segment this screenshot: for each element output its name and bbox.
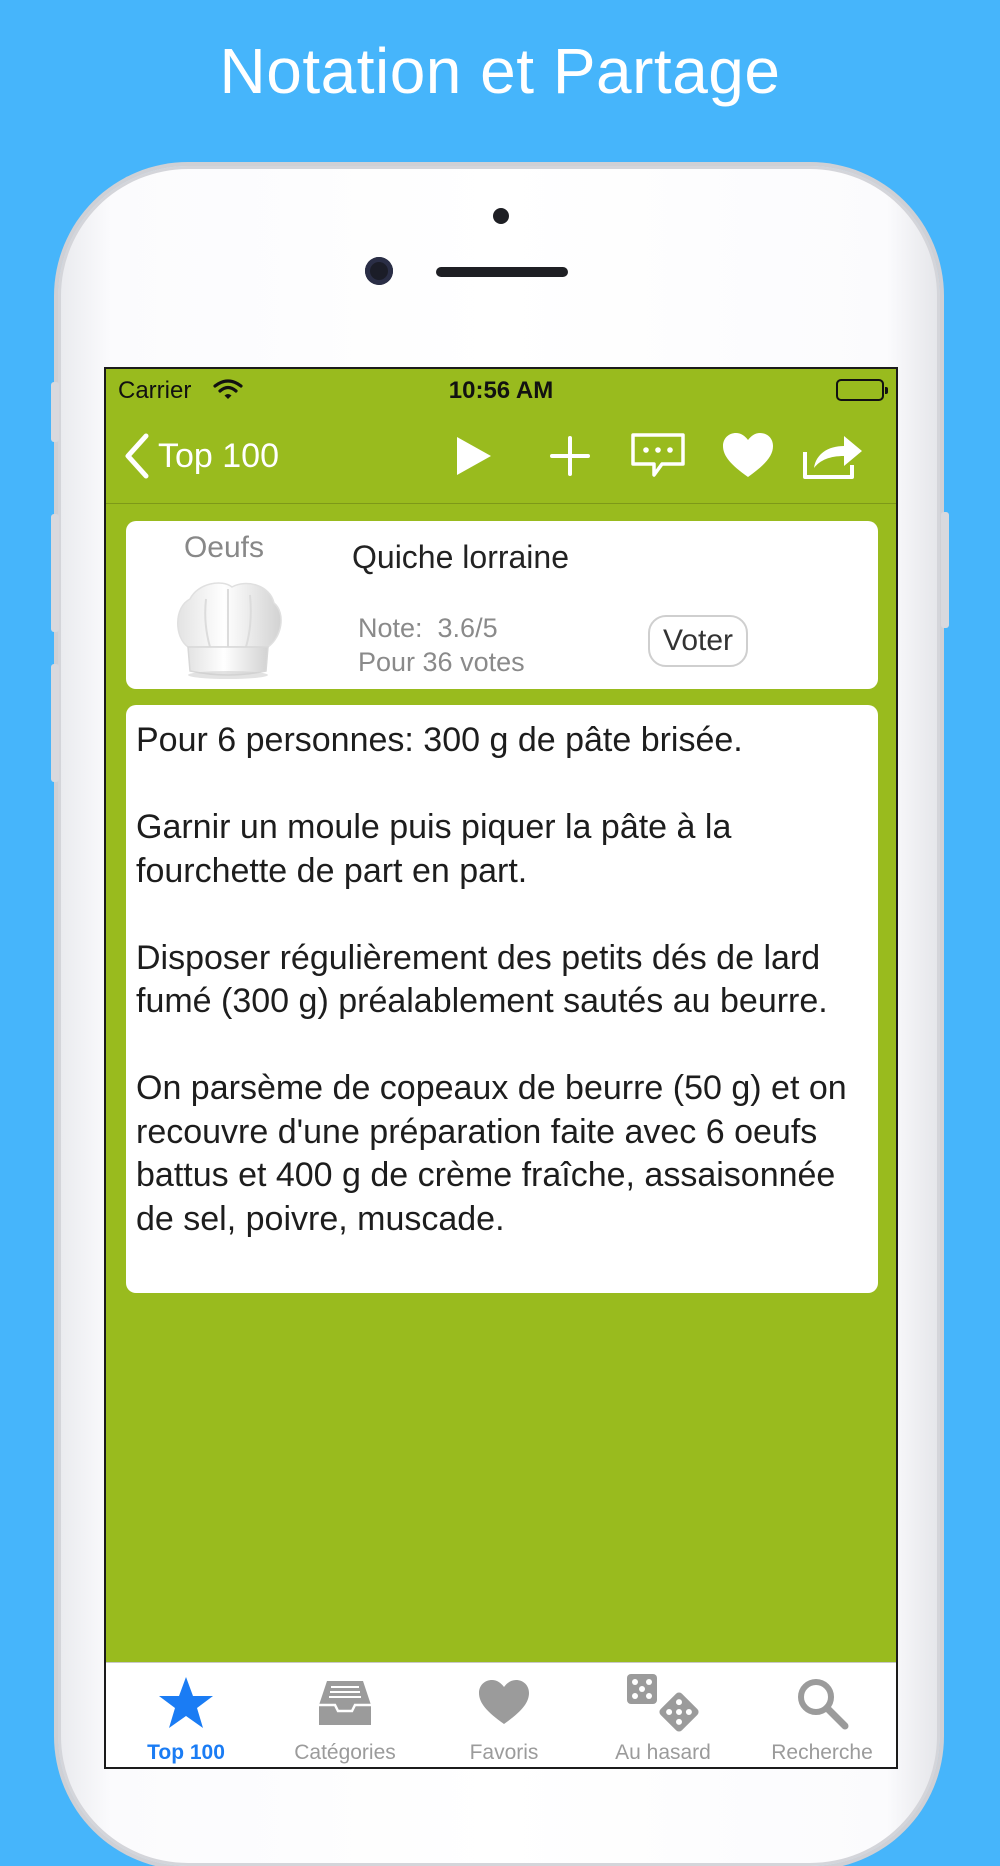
heart-icon[interactable]: [720, 429, 776, 483]
tab-bar: [106, 1662, 896, 1767]
tab-label: Recherche: [771, 1741, 873, 1764]
tab-au-hasard[interactable]: [583, 1663, 743, 1767]
instruction-paragraph: Disposer régulièrement des petits dés de lard fumé (300 g) préalablement sautés au beurre.: [136, 938, 828, 1020]
instruction-paragraph: On parsème de copeaux de beurre (50 g) et on recouvre d'une préparation faite avec 6 oeufs battus et 400 g de crème fraîche, assaisonnée de sel, poivre, muscade.: [136, 1069, 847, 1238]
status-bar: [106, 369, 896, 409]
tab-favoris[interactable]: [424, 1663, 584, 1767]
instruction-paragraph: Pour 6 personnes: 300 g de pâte brisée.: [136, 721, 743, 759]
rating-votes: Pour 36 votes: [358, 647, 525, 677]
tab-label: Favoris: [469, 1741, 539, 1764]
share-icon[interactable]: [802, 429, 864, 483]
back-button-label: Top 100: [158, 436, 279, 475]
headline: Notation et Partage: [219, 35, 781, 107]
recipe-category: Oeufs: [183, 531, 265, 564]
proximity-sensor: [493, 208, 509, 224]
play-icon[interactable]: [446, 429, 502, 483]
front-camera: [365, 257, 393, 285]
star-icon: [106, 1673, 266, 1733]
heart-icon: [424, 1673, 584, 1733]
carrier-label: Carrier: [118, 377, 192, 404]
back-button[interactable]: [122, 431, 279, 481]
dice-icon: [583, 1673, 743, 1733]
navigation-bar: [106, 409, 896, 504]
volume-down-button: [51, 664, 59, 782]
inbox-icon: [265, 1673, 425, 1733]
volume-up-button: [51, 514, 59, 632]
battery-icon: [836, 379, 884, 401]
tab-categories[interactable]: [265, 1663, 425, 1767]
plus-icon[interactable]: [542, 429, 598, 483]
vote-button[interactable]: Voter: [648, 615, 748, 667]
recipe-header-card: [126, 521, 878, 689]
recipe-rating: [358, 611, 525, 679]
app-screen: [104, 367, 898, 1769]
tab-label: Catégories: [294, 1741, 396, 1764]
tab-label: Au hasard: [615, 1741, 711, 1764]
comment-icon[interactable]: [628, 429, 688, 483]
power-button: [941, 512, 949, 628]
status-time: 10:56 AM: [448, 377, 554, 404]
mute-switch: [51, 382, 59, 442]
tab-top-100[interactable]: [106, 1663, 266, 1767]
search-icon: [742, 1673, 898, 1733]
rating-note: Note: 3.6/5: [358, 613, 498, 643]
chevron-left-icon: [122, 432, 150, 480]
chef-hat-icon: [170, 577, 286, 686]
tab-recherche[interactable]: [742, 1663, 898, 1767]
instruction-paragraph: Garnir un moule puis piquer la pâte à la fourchette de part en part.: [136, 808, 732, 890]
recipe-instructions-card: [126, 705, 878, 1293]
earpiece: [436, 267, 568, 277]
tab-label: Top 100: [147, 1741, 225, 1764]
recipe-title: Quiche lorraine: [352, 539, 569, 575]
